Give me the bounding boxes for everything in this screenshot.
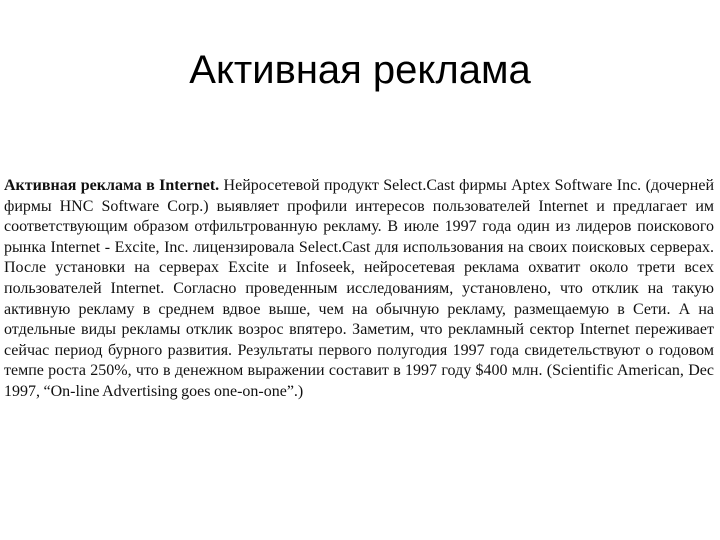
lead-phrase: Активная реклама в Internet. bbox=[4, 177, 220, 194]
slide-body-paragraph bbox=[4, 176, 714, 403]
body-text: Нейросетевой продукт Select.Cast фирмы Aptex Software Inc. (дочерней фирмы HNC Software Corp.) выявляет профили интересов пользователей Internet и предлагает им соответствующим образом отфильтрованную рекламу. В июле 1997 года один из лидеров поискового рынка Internet - Excite, Inc. лицензировала Select.Cast для использования на своих поисковых серверах. После установки на серверах Excite и Infoseek, нейросетевая реклама охватит около трети всех пользователей Internet. Согласно проведенным исследованиям, установлено, что отклик на такую активную рекламу в среднем вдвое выше, чем на обычную рекламу, размещаемую в Сети. А на отдельные виды рекламы отклик возрос впятеро. Заметим, что рекламный сектор Internet переживает сейчас период бурного развития. Результаты первого полугодия 1997 года свидетельствуют о годовом темпе роста 250%, что в денежном выражении составит в 1997 году $400 млн. (Scientific American, Dec 1997, “On-line Advertising goes one-on-one”.) bbox=[4, 177, 715, 400]
slide-title: Активная реклама bbox=[189, 48, 531, 92]
